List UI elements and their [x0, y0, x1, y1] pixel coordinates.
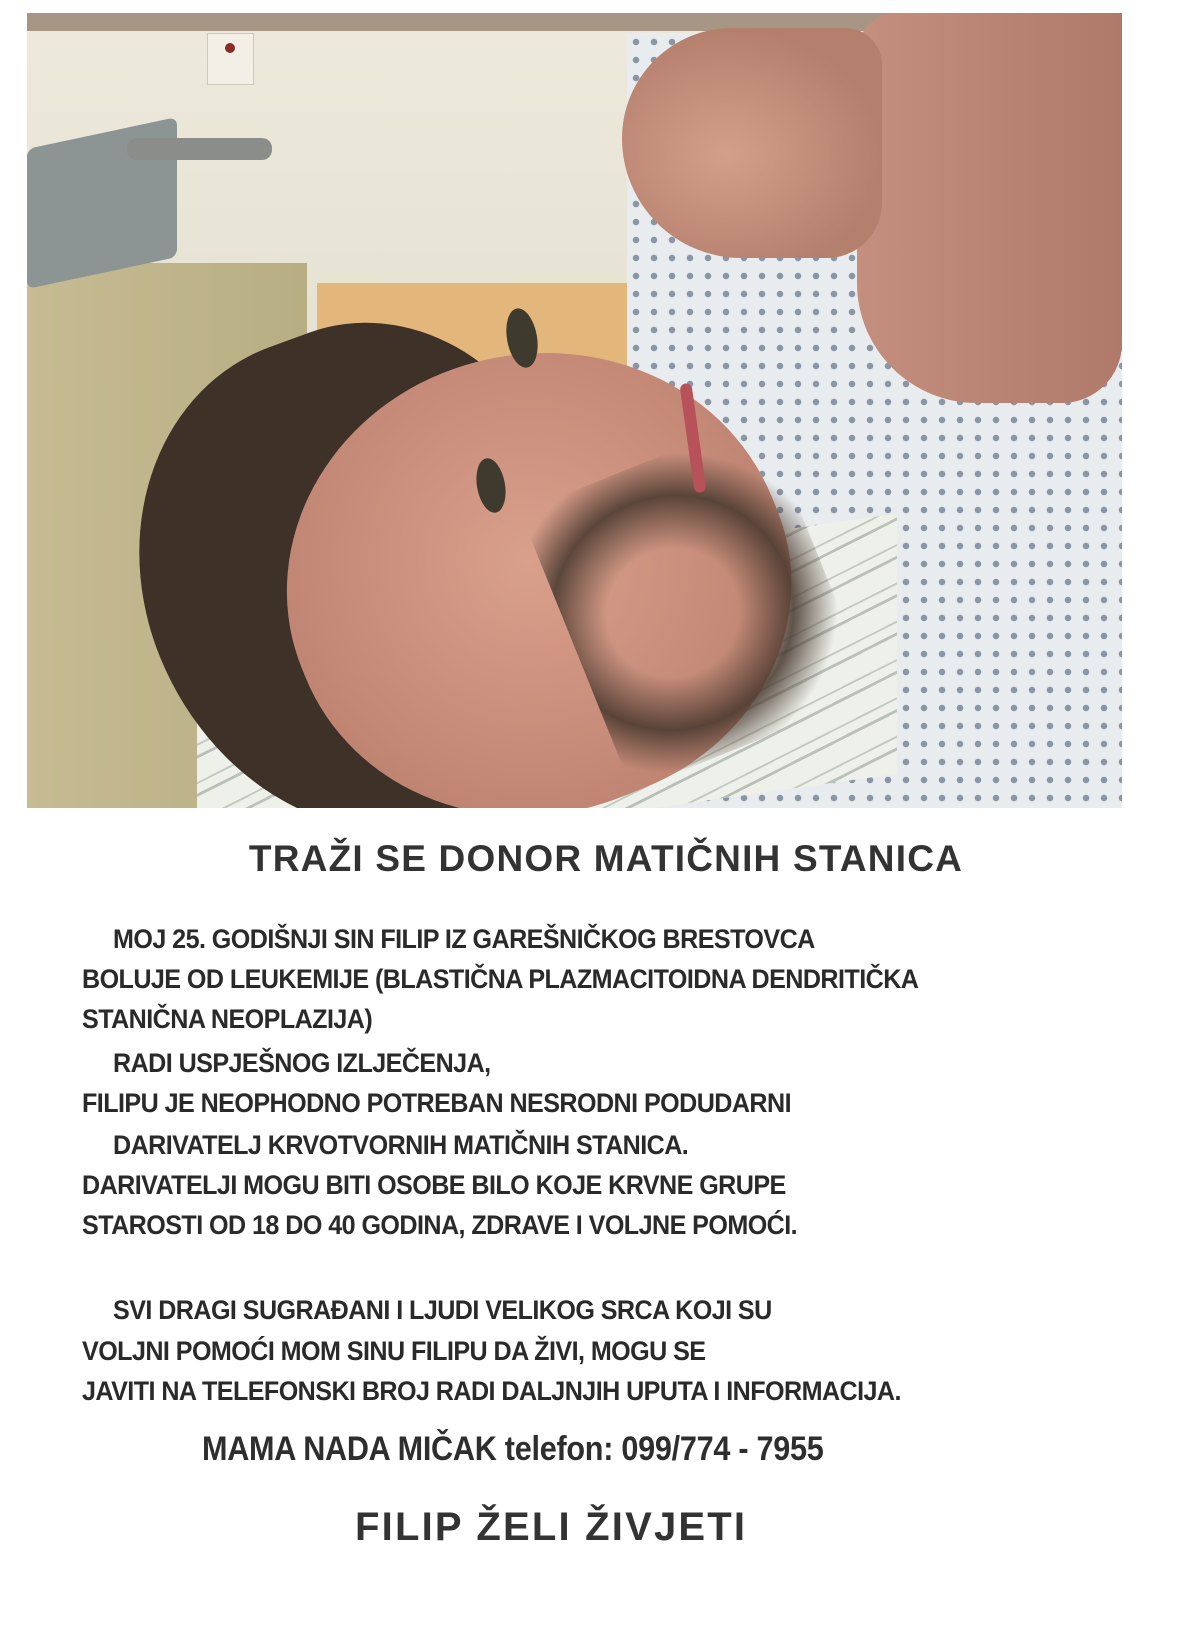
- slogan: FILIP ŽELI ŽIVJETI: [355, 1505, 748, 1549]
- photo-thumb: [622, 28, 882, 258]
- paragraph-line: RADI USPJEŠNOG IZLJEČENJA,: [113, 1048, 491, 1078]
- contact-name: MAMA NADA MIČAK: [202, 1430, 497, 1468]
- paragraph-line: SVI DRAGI SUGRAĐANI I LJUDI VELIKOG SRCA KOJI SU: [113, 1295, 772, 1325]
- paragraph-line: STANIČNA NEOPLAZIJA): [82, 1004, 373, 1034]
- photo-hand: [857, 13, 1122, 403]
- phone-label: telefon:: [504, 1430, 614, 1468]
- patient-photo: [27, 13, 1122, 808]
- paragraph-line: MOJ 25. GODIŠNJI SIN FILIP IZ GAREŠNIČKOG BRESTOVCA: [113, 924, 815, 954]
- phone-number: 099/774 - 7955: [621, 1430, 824, 1468]
- photo-bed-rail: [127, 138, 272, 160]
- photo-wall-socket: [207, 33, 254, 85]
- photo-socket-light: [225, 43, 235, 53]
- paragraph-line: BOLUJE OD LEUKEMIJE (BLASTIČNA PLAZMACITOIDNA DENDRITIČKA: [82, 964, 919, 994]
- paragraph-line: STAROSTI OD 18 DO 40 GODINA, ZDRAVE I VOLJNE POMOĆI.: [82, 1210, 798, 1240]
- paragraph-line: FILIPU JE NEOPHODNO POTREBAN NESRODNI PODUDARNI: [82, 1088, 792, 1118]
- paragraph-line: VOLJNI POMOĆI MOM SINU FILIPU DA ŽIVI, MOGU SE: [82, 1336, 706, 1366]
- flyer-title: TRAŽI SE DONOR MATIČNIH STANICA: [248, 838, 964, 879]
- paragraph-line: DARIVATELJI MOGU BITI OSOBE BILO KOJE KRVNE GRUPE: [82, 1170, 786, 1200]
- paragraph-line: DARIVATELJ KRVOTVORNIH MATIČNIH STANICA.: [113, 1130, 689, 1160]
- paragraph-line: JAVITI NA TELEFONSKI BROJ RADI DALJNJIH UPUTA I INFORMACIJA.: [82, 1376, 901, 1406]
- contact-line: [202, 1430, 823, 1469]
